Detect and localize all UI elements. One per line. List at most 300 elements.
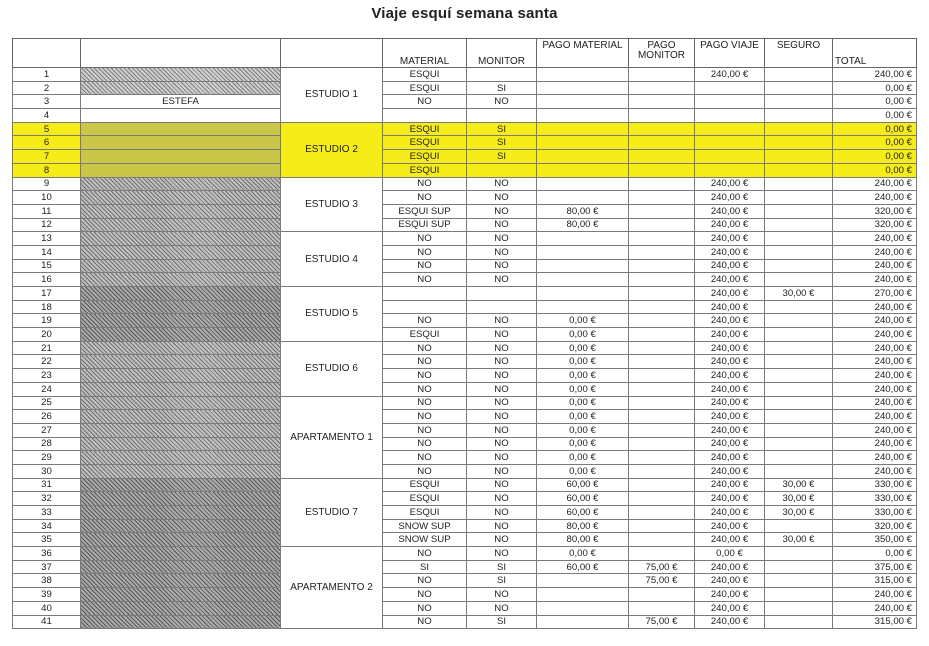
row-name (81, 478, 281, 492)
pago-monitor-cell: 75,00 € (629, 574, 695, 588)
monitor-cell: NO (467, 218, 537, 232)
row-name (81, 191, 281, 205)
pago-material-cell (537, 95, 629, 109)
pago-monitor-cell (629, 287, 695, 301)
pago-material-cell: 80,00 € (537, 204, 629, 218)
row-number: 26 (13, 410, 81, 424)
seguro-cell: 30,00 € (765, 478, 833, 492)
row-name (81, 519, 281, 533)
table-row (13, 382, 917, 396)
pago-viaje-cell (695, 136, 765, 150)
pago-viaje-cell: 240,00 € (695, 232, 765, 246)
pago-material-cell: 0,00 € (537, 423, 629, 437)
row-name (81, 423, 281, 437)
row-number: 8 (13, 163, 81, 177)
pago-monitor-cell (629, 218, 695, 232)
material-cell: ESQUI (383, 328, 467, 342)
total-cell: 330,00 € (833, 506, 917, 520)
pago-material-cell (537, 588, 629, 602)
row-number: 28 (13, 437, 81, 451)
table-row (13, 245, 917, 259)
seguro-cell (765, 68, 833, 82)
material-cell: NO (383, 245, 467, 259)
pago-viaje-cell: 240,00 € (695, 588, 765, 602)
material-cell: NO (383, 601, 467, 615)
row-name (81, 122, 281, 136)
table-row (13, 163, 917, 177)
pago-material-cell: 0,00 € (537, 396, 629, 410)
pago-material-cell (537, 287, 629, 301)
monitor-cell: NO (467, 191, 537, 205)
total-cell: 240,00 € (833, 328, 917, 342)
total-cell: 330,00 € (833, 478, 917, 492)
group-label: APARTAMENTO 2 (281, 547, 383, 629)
pago-material-cell: 60,00 € (537, 506, 629, 520)
pago-material-cell (537, 300, 629, 314)
seguro-cell (765, 136, 833, 150)
total-cell: 240,00 € (833, 451, 917, 465)
header-monitor: MONITOR (467, 39, 537, 68)
total-cell: 320,00 € (833, 218, 917, 232)
total-cell: 240,00 € (833, 355, 917, 369)
pago-monitor-cell (629, 492, 695, 506)
seguro-cell (765, 464, 833, 478)
total-cell: 240,00 € (833, 273, 917, 287)
pago-monitor-cell (629, 163, 695, 177)
pago-material-cell: 0,00 € (537, 355, 629, 369)
monitor-cell: NO (467, 519, 537, 533)
pago-monitor-cell (629, 177, 695, 191)
pago-viaje-cell (695, 163, 765, 177)
pago-viaje-cell: 240,00 € (695, 300, 765, 314)
monitor-cell: NO (467, 547, 537, 561)
row-name (81, 273, 281, 287)
material-cell: NO (383, 615, 467, 629)
material-cell: NO (383, 341, 467, 355)
row-name (81, 574, 281, 588)
group-label: APARTAMENTO 1 (281, 396, 383, 478)
monitor-cell: SI (467, 136, 537, 150)
table-row (13, 423, 917, 437)
pago-viaje-cell: 240,00 € (695, 464, 765, 478)
total-cell: 320,00 € (833, 204, 917, 218)
pago-viaje-cell: 240,00 € (695, 560, 765, 574)
page-title: Viaje esquí semana santa (371, 5, 558, 22)
row-name (81, 232, 281, 246)
seguro-cell (765, 328, 833, 342)
row-number: 20 (13, 328, 81, 342)
pago-viaje-cell: 240,00 € (695, 615, 765, 629)
table-row (13, 355, 917, 369)
row-name: ESTEFA (81, 95, 281, 109)
row-number: 13 (13, 232, 81, 246)
pago-viaje-cell: 240,00 € (695, 451, 765, 465)
header-group (281, 39, 383, 68)
row-number: 16 (13, 273, 81, 287)
monitor-cell: NO (467, 437, 537, 451)
payments-table (12, 38, 917, 629)
pago-material-cell: 60,00 € (537, 492, 629, 506)
row-name (81, 506, 281, 520)
row-number: 23 (13, 369, 81, 383)
total-cell: 330,00 € (833, 492, 917, 506)
header-pago-viaje: PAGO VIAJE (695, 39, 765, 68)
material-cell: NO (383, 423, 467, 437)
row-number: 2 (13, 81, 81, 95)
monitor-cell: SI (467, 150, 537, 164)
pago-monitor-cell (629, 191, 695, 205)
total-cell: 0,00 € (833, 81, 917, 95)
row-number: 12 (13, 218, 81, 232)
pago-material-cell (537, 136, 629, 150)
group-label: ESTUDIO 1 (281, 68, 383, 123)
row-number: 37 (13, 560, 81, 574)
monitor-cell: NO (467, 601, 537, 615)
pago-monitor-cell (629, 451, 695, 465)
pago-viaje-cell: 240,00 € (695, 191, 765, 205)
header-seguro: SEGURO (765, 39, 833, 68)
pago-viaje-cell: 240,00 € (695, 245, 765, 259)
pago-material-cell: 0,00 € (537, 410, 629, 424)
monitor-cell: NO (467, 382, 537, 396)
monitor-cell (467, 68, 537, 82)
row-name (81, 328, 281, 342)
row-name (81, 259, 281, 273)
total-cell: 240,00 € (833, 410, 917, 424)
pago-viaje-cell: 240,00 € (695, 396, 765, 410)
pago-viaje-cell: 240,00 € (695, 533, 765, 547)
header-name (81, 39, 281, 68)
monitor-cell (467, 300, 537, 314)
pago-monitor-cell (629, 533, 695, 547)
total-cell: 375,00 € (833, 560, 917, 574)
table-row (13, 314, 917, 328)
seguro-cell (765, 382, 833, 396)
row-number: 30 (13, 464, 81, 478)
pago-material-cell: 80,00 € (537, 519, 629, 533)
row-name (81, 464, 281, 478)
table-row (13, 136, 917, 150)
pago-viaje-cell: 240,00 € (695, 259, 765, 273)
pago-viaje-cell: 240,00 € (695, 218, 765, 232)
seguro-cell (765, 218, 833, 232)
group-label: ESTUDIO 4 (281, 232, 383, 287)
pago-viaje-cell: 240,00 € (695, 328, 765, 342)
pago-monitor-cell (629, 478, 695, 492)
row-number: 11 (13, 204, 81, 218)
row-number: 33 (13, 506, 81, 520)
pago-viaje-cell: 240,00 € (695, 355, 765, 369)
row-name (81, 492, 281, 506)
row-number: 22 (13, 355, 81, 369)
table-row (13, 464, 917, 478)
header-total: TOTAL (833, 39, 917, 68)
total-cell: 0,00 € (833, 122, 917, 136)
table-row (13, 533, 917, 547)
total-cell: 240,00 € (833, 396, 917, 410)
seguro-cell: 30,00 € (765, 287, 833, 301)
row-name (81, 533, 281, 547)
table-row (13, 259, 917, 273)
seguro-cell (765, 273, 833, 287)
material-cell: NO (383, 177, 467, 191)
seguro-cell (765, 574, 833, 588)
seguro-cell (765, 560, 833, 574)
seguro-cell (765, 109, 833, 123)
row-number: 35 (13, 533, 81, 547)
table-row (13, 601, 917, 615)
material-cell: NO (383, 451, 467, 465)
row-name (81, 410, 281, 424)
pago-viaje-cell: 240,00 € (695, 423, 765, 437)
total-cell: 270,00 € (833, 287, 917, 301)
monitor-cell: NO (467, 95, 537, 109)
material-cell: ESQUI (383, 122, 467, 136)
pago-viaje-cell: 240,00 € (695, 369, 765, 383)
total-cell: 350,00 € (833, 533, 917, 547)
header-pago-material: PAGO MATERIAL (537, 39, 629, 68)
seguro-cell (765, 437, 833, 451)
row-name (81, 314, 281, 328)
total-cell: 0,00 € (833, 150, 917, 164)
pago-monitor-cell (629, 300, 695, 314)
table-row (13, 451, 917, 465)
pago-monitor-cell (629, 68, 695, 82)
monitor-cell: NO (467, 533, 537, 547)
row-name (81, 218, 281, 232)
pago-viaje-cell: 240,00 € (695, 478, 765, 492)
monitor-cell: NO (467, 177, 537, 191)
monitor-cell (467, 163, 537, 177)
pago-material-cell (537, 574, 629, 588)
table-row (13, 588, 917, 602)
material-cell: NO (383, 437, 467, 451)
table-row (13, 122, 917, 136)
material-cell: NO (383, 191, 467, 205)
row-name (81, 109, 281, 123)
table-row (13, 218, 917, 232)
material-cell: NO (383, 95, 467, 109)
row-number: 39 (13, 588, 81, 602)
table-row (13, 81, 917, 95)
pago-viaje-cell: 240,00 € (695, 204, 765, 218)
group-label: ESTUDIO 3 (281, 177, 383, 232)
material-cell: ESQUI (383, 150, 467, 164)
row-name (81, 68, 281, 82)
header-pago-monitor (629, 39, 695, 68)
pago-material-cell: 0,00 € (537, 341, 629, 355)
table-row (13, 273, 917, 287)
seguro-cell (765, 519, 833, 533)
seguro-cell (765, 81, 833, 95)
pago-viaje-cell: 240,00 € (695, 519, 765, 533)
monitor-cell: NO (467, 492, 537, 506)
material-cell: NO (383, 588, 467, 602)
material-cell: ESQUI (383, 478, 467, 492)
material-cell (383, 287, 467, 301)
pago-viaje-cell (695, 109, 765, 123)
pago-viaje-cell (695, 81, 765, 95)
row-name (81, 560, 281, 574)
pago-monitor-cell (629, 437, 695, 451)
monitor-cell: NO (467, 506, 537, 520)
pago-viaje-cell (695, 150, 765, 164)
header-pago-monitor-line1: PAGO (647, 40, 676, 51)
monitor-cell: NO (467, 396, 537, 410)
pago-viaje-cell: 240,00 € (695, 382, 765, 396)
seguro-cell (765, 95, 833, 109)
pago-material-cell: 0,00 € (537, 437, 629, 451)
table-row (13, 287, 917, 301)
seguro-cell (765, 423, 833, 437)
material-cell: NO (383, 410, 467, 424)
pago-monitor-cell (629, 328, 695, 342)
total-cell: 240,00 € (833, 437, 917, 451)
pago-material-cell (537, 150, 629, 164)
monitor-cell: NO (467, 314, 537, 328)
material-cell: NO (383, 547, 467, 561)
total-cell: 315,00 € (833, 574, 917, 588)
pago-material-cell (537, 601, 629, 615)
pago-monitor-cell (629, 273, 695, 287)
total-cell: 0,00 € (833, 109, 917, 123)
total-cell: 0,00 € (833, 547, 917, 561)
row-number: 17 (13, 287, 81, 301)
monitor-cell: NO (467, 259, 537, 273)
total-cell: 240,00 € (833, 601, 917, 615)
row-name (81, 150, 281, 164)
pago-monitor-cell (629, 519, 695, 533)
total-cell: 240,00 € (833, 177, 917, 191)
total-cell: 240,00 € (833, 341, 917, 355)
pago-monitor-cell (629, 396, 695, 410)
pago-material-cell (537, 81, 629, 95)
row-number: 9 (13, 177, 81, 191)
pago-material-cell (537, 163, 629, 177)
header-row (13, 39, 917, 68)
table-row (13, 328, 917, 342)
seguro-cell (765, 150, 833, 164)
total-cell: 240,00 € (833, 259, 917, 273)
seguro-cell (765, 232, 833, 246)
pago-viaje-cell: 240,00 € (695, 287, 765, 301)
monitor-cell: NO (467, 328, 537, 342)
table-row (13, 109, 917, 123)
row-number: 4 (13, 109, 81, 123)
seguro-cell (765, 204, 833, 218)
row-name (81, 204, 281, 218)
pago-monitor-cell (629, 150, 695, 164)
material-cell: ESQUI (383, 81, 467, 95)
monitor-cell: NO (467, 273, 537, 287)
pago-viaje-cell: 240,00 € (695, 314, 765, 328)
table-row (13, 177, 917, 191)
seguro-cell (765, 615, 833, 629)
material-cell (383, 300, 467, 314)
pago-material-cell: 60,00 € (537, 478, 629, 492)
row-number: 14 (13, 245, 81, 259)
total-cell: 240,00 € (833, 314, 917, 328)
monitor-cell: NO (467, 478, 537, 492)
total-cell: 320,00 € (833, 519, 917, 533)
seguro-cell (765, 300, 833, 314)
row-name (81, 355, 281, 369)
table-row (13, 396, 917, 410)
row-name (81, 437, 281, 451)
pago-material-cell: 0,00 € (537, 547, 629, 561)
pago-viaje-cell: 0,00 € (695, 547, 765, 561)
table-row (13, 560, 917, 574)
total-cell: 240,00 € (833, 68, 917, 82)
pago-viaje-cell: 240,00 € (695, 341, 765, 355)
pago-monitor-cell: 75,00 € (629, 560, 695, 574)
table-row (13, 478, 917, 492)
table-row (13, 341, 917, 355)
seguro-cell: 30,00 € (765, 506, 833, 520)
monitor-cell: SI (467, 574, 537, 588)
row-number: 38 (13, 574, 81, 588)
monitor-cell: NO (467, 355, 537, 369)
pago-material-cell: 0,00 € (537, 382, 629, 396)
header-num (13, 39, 81, 68)
seguro-cell: 30,00 € (765, 492, 833, 506)
pago-viaje-cell: 240,00 € (695, 68, 765, 82)
monitor-cell: NO (467, 588, 537, 602)
total-cell: 240,00 € (833, 232, 917, 246)
pago-material-cell (537, 273, 629, 287)
row-number: 19 (13, 314, 81, 328)
pago-material-cell: 80,00 € (537, 533, 629, 547)
pago-material-cell (537, 232, 629, 246)
table-row (13, 95, 917, 109)
pago-viaje-cell: 240,00 € (695, 410, 765, 424)
pago-monitor-cell (629, 341, 695, 355)
pago-material-cell (537, 245, 629, 259)
pago-monitor-cell (629, 259, 695, 273)
pago-material-cell (537, 109, 629, 123)
material-cell: SI (383, 560, 467, 574)
row-number: 34 (13, 519, 81, 533)
pago-material-cell (537, 122, 629, 136)
pago-viaje-cell: 240,00 € (695, 177, 765, 191)
total-cell: 240,00 € (833, 382, 917, 396)
row-name (81, 396, 281, 410)
table-row (13, 492, 917, 506)
row-name (81, 451, 281, 465)
group-label: ESTUDIO 7 (281, 478, 383, 546)
seguro-cell (765, 355, 833, 369)
pago-material-cell: 80,00 € (537, 218, 629, 232)
pago-viaje-cell: 240,00 € (695, 273, 765, 287)
table-row (13, 68, 917, 82)
pago-material-cell: 0,00 € (537, 451, 629, 465)
pago-viaje-cell: 240,00 € (695, 601, 765, 615)
pago-viaje-cell: 240,00 € (695, 574, 765, 588)
row-number: 21 (13, 341, 81, 355)
row-name (81, 163, 281, 177)
pago-monitor-cell (629, 95, 695, 109)
header-pago-monitor-line2: MONITOR (637, 50, 686, 61)
row-number: 7 (13, 150, 81, 164)
material-cell: NO (383, 396, 467, 410)
seguro-cell (765, 341, 833, 355)
table-row (13, 506, 917, 520)
row-number: 6 (13, 136, 81, 150)
group-label: ESTUDIO 2 (281, 122, 383, 177)
row-name (81, 341, 281, 355)
pago-monitor-cell (629, 245, 695, 259)
pago-monitor-cell: 75,00 € (629, 615, 695, 629)
